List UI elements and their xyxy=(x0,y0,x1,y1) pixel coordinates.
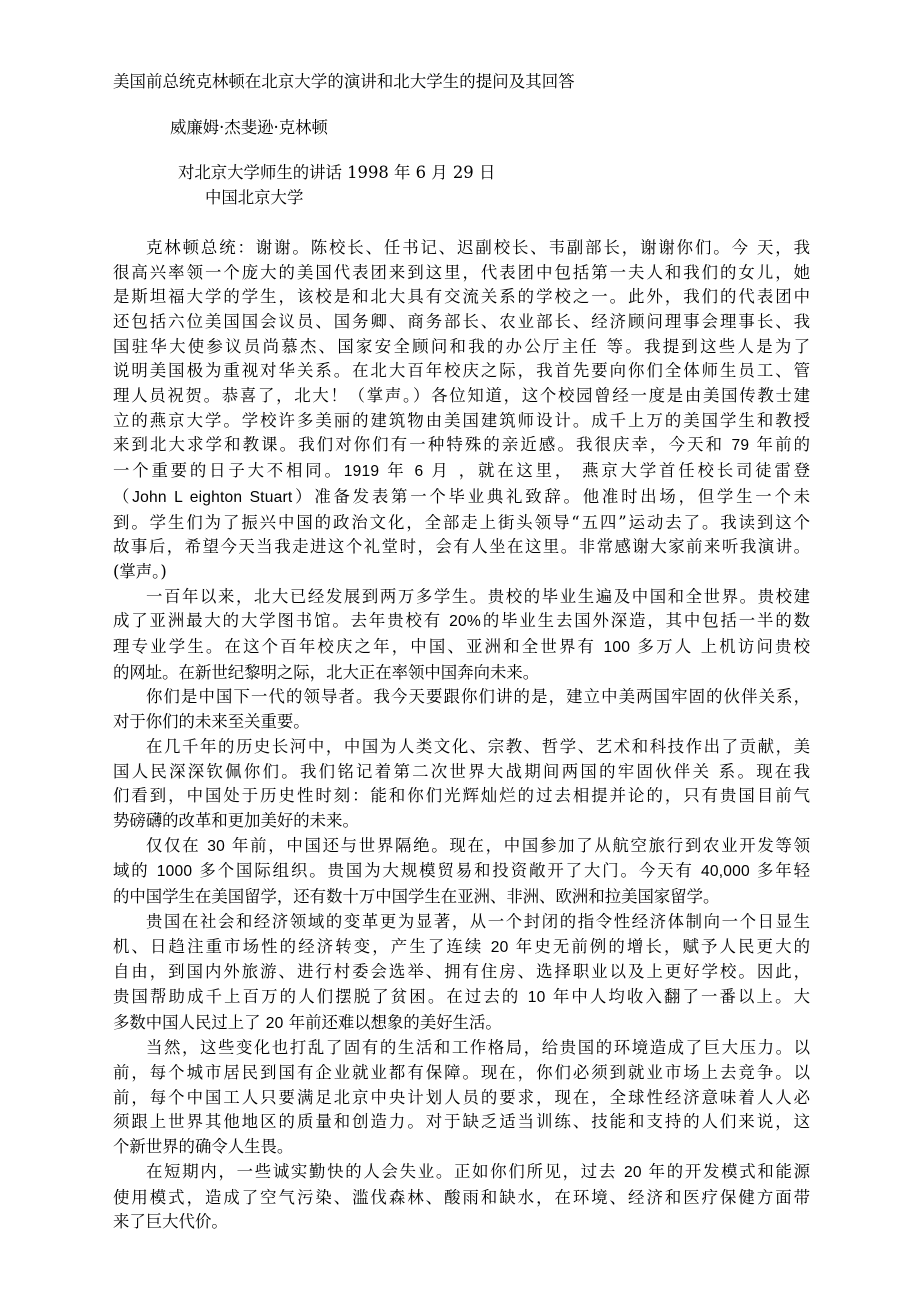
text-line: 贵国在社会和经济领域的变革更为显著，从一个封闭的指令性经济体制向一个日显生 xyxy=(146,911,810,931)
document-body xyxy=(113,236,810,1235)
text-line: 当然，这些变化也打乱了固有的生活和工作格局，给贵国的环境造成了巨大压力。以 xyxy=(146,1038,810,1058)
text-line: (掌声。) xyxy=(113,561,167,581)
text-line: 自由，到国内外旅游、进行村委会选举、拥有住房、选择职业以及上更好学校。因此， xyxy=(113,962,810,982)
text-line: 多数中国人民过上了 20 年前还难以想象的美好生活。 xyxy=(113,1012,502,1032)
latin-run: 30 xyxy=(207,837,226,855)
latin-run: 20 xyxy=(265,1014,284,1032)
text-line: 理人员祝贺。恭喜了，北大！（掌声。）各位知道，这个校园曾经一度是由美国传教士建 xyxy=(113,386,810,406)
text-line: 国驻华大使参议员尚慕杰、国家安全顾问和我的办公厅主任 等。我提到这些人是为了 xyxy=(113,336,810,356)
paragraph xyxy=(113,735,810,834)
paragraph xyxy=(113,236,810,585)
heading-spacer xyxy=(113,211,810,236)
text-line: 你们是中国下一代的领导者。我今天要跟你们讲的是，建立中美两国牢固的伙伴关系， xyxy=(146,687,810,707)
text-line: 的网址。在新世纪黎明之际，北大正在率领中国奔向未来。 xyxy=(113,662,540,682)
author-line: 威廉姆·杰斐逊·克林顿 xyxy=(170,117,328,137)
text-line: 还包括六位美国国会议员、国务卿、商务部长、农业部长、经济顾问理事会理事长、我 xyxy=(113,311,810,331)
text-line: 克林顿总统：谢谢。陈校长、任书记、迟副校长、韦副部长，谢谢你们。今 天，我 xyxy=(146,237,810,257)
text-line: 个新世界的确令人生畏。 xyxy=(113,1137,294,1157)
occasion-line: 对北京大学师生的讲话 1998 年 6 月 29 日 xyxy=(178,163,496,183)
text-line: 立的燕京大学。学校许多美丽的建筑物由美国建筑师设计。成千上万的美国学生和教授 xyxy=(113,410,810,430)
page-title: 美国前总统克林顿在北京大学的演讲和北大学生的提问及其回答 xyxy=(113,72,575,91)
text-line: 说明美国极为重视对华关系。在北大百年校庆之际，我首先要向你们全体师生员工、管 xyxy=(113,361,810,381)
text-line: 们看到，中国处于历史性时刻：能和你们光辉灿烂的过去相提并论的，只有贵国目前气 xyxy=(113,786,810,806)
text-line: 前，每个中国工人只要满足北京中央计划人员的要求，现在，全球性经济意味着人人必 xyxy=(113,1087,810,1107)
latin-run: 10 xyxy=(527,988,546,1006)
latin-run: 1919 xyxy=(343,463,380,481)
paragraph xyxy=(113,585,810,686)
latin-run: 20 xyxy=(490,938,509,956)
text-line: 机、日趋注重市场性的经济转变，产生了连续 20 年史无前例的增长，赋予人民更大的 xyxy=(113,936,810,956)
latin-run: 100 xyxy=(603,639,631,657)
text-line: 成了亚洲最大的大学图书馆。去年贵校有 20%的毕业生去国外深造，其中包括一半的数 xyxy=(113,611,810,631)
latin-run: 40,000 xyxy=(700,863,750,881)
text-line: 到。学生们为了振兴中国的政治文化，全部走上街头领导“五四”运动去了。我读到这个 xyxy=(113,512,810,532)
text-line: 理专业学生。在这个百年校庆之年，中国、亚洲和全世界有 100 多万人 上机访问贵校 xyxy=(113,637,811,657)
text-line: 贵国帮助成千上百万的人们摆脱了贫困。在过去的 10 年中人均收入翻了一番以上。大 xyxy=(113,986,810,1006)
text-line: 须跟上世界其他地区的质量和创造力。对于缺乏适当训练、技能和支持的人们来说，这 xyxy=(113,1112,810,1132)
text-line: 一个重要的日子大不相同。1919 年 6 月 ，就在这里， 燕京大学首任校长司徒雷登 xyxy=(113,461,811,481)
text-line: （John L eighton Stuart）准备发表第一个毕业典礼致辞。他准时出场，但学生一个未 xyxy=(113,486,811,506)
text-line: 域的 1000 多个国际组织。贵国为大规模贸易和投资敞开了大门。今天有 40,000 多年轻 xyxy=(113,861,811,881)
text-line: 故事后，希望今天当我走进这个礼堂时，会有人坐在这里。非常感谢大家前来听我演讲。 xyxy=(113,537,810,557)
latin-run: 20% xyxy=(449,613,481,631)
text-line: 来到北大求学和教课。我们对你们有一种特殊的亲近感。我很庆幸，今天和 79 年前的 xyxy=(113,435,810,455)
text-line: 是斯坦福大学的学生，该校是和北大具有交流关系的学校之一。此外，我们的代表团中 xyxy=(113,287,810,307)
text-line: 对于你们的未来至关重要。 xyxy=(113,712,310,732)
text-line: 在短期内，一些诚实勤快的人会失业。正如你们所见，过去 20 年的开发模式和能源 xyxy=(146,1161,810,1181)
text-line: 在几千年的历史长河中，中国为人类文化、宗教、哲学、艺术和科技作出了贡献，美 xyxy=(146,736,810,756)
document-content xyxy=(113,70,810,1235)
paragraph xyxy=(113,834,810,910)
text-line: 国人民深深钦佩你们。我们铭记着第二次世界大战期间两国的牢固伙伴关 系。现在我 xyxy=(113,761,810,781)
text-line: 来了巨大代价。 xyxy=(113,1212,228,1232)
latin-run: 79 xyxy=(731,437,750,455)
latin-run: 20 xyxy=(623,1163,642,1181)
latin-run: 1000 xyxy=(156,863,193,881)
latin-run: 6 xyxy=(414,463,424,481)
latin-run: John L eighton Stuart xyxy=(132,488,293,506)
text-line: 很高兴率领一个庞大的美国代表团来到这里，代表团中包括第一夫人和我们的女儿，她 xyxy=(113,262,810,282)
text-line: 仅仅在 30 年前，中国还与世界隔绝。现在，中国参加了从航空旅行到农业开发等领 xyxy=(146,835,810,855)
text-line: 前，每个城市居民到国有企业就业都有保障。现在，你们必须到就业市场上去竞争。以 xyxy=(113,1063,810,1083)
author-spacer xyxy=(113,140,810,161)
paragraph xyxy=(113,1160,810,1235)
paragraph xyxy=(113,1036,810,1160)
paragraph xyxy=(113,685,810,734)
paragraph xyxy=(113,910,810,1037)
venue-line: 中国北京大学 xyxy=(205,188,304,208)
text-line: 势磅礴的改革和更加美好的未来。 xyxy=(113,810,359,830)
text-line: 一百年以来，北大已经发展到两万多学生。贵校的毕业生遍及中国和全世界。贵校建 xyxy=(146,586,810,606)
text-line: 的中国学生在美国留学，还有数十万中国学生在亚洲、非洲、欧洲和拉美国家留学。 xyxy=(113,887,720,907)
text-line: 使用模式，造成了空气污染、滥伐森林、酸雨和缺水，在环境、经济和医疗保健方面带 xyxy=(113,1187,810,1207)
title-spacer xyxy=(113,95,810,116)
